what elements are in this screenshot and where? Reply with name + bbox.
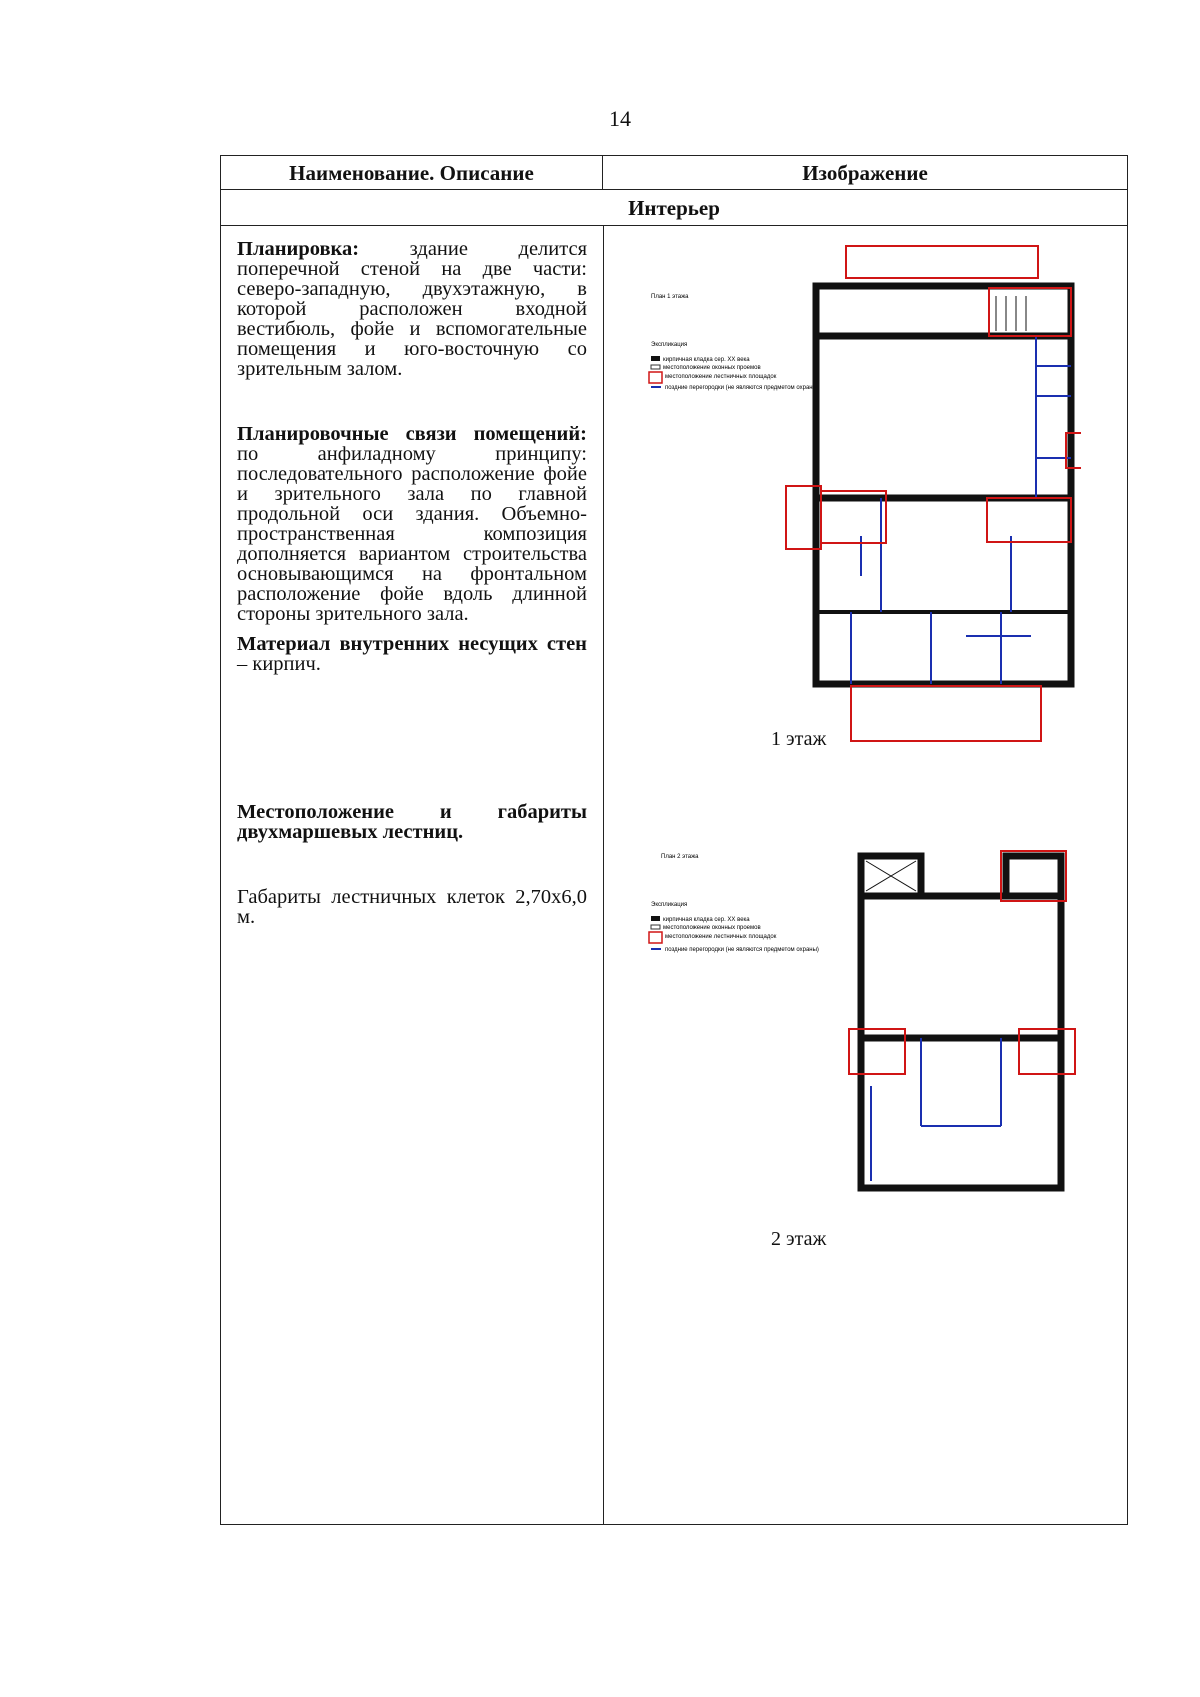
floor1-plan-image [621,236,1081,776]
floor2-plan-image [621,836,1081,1196]
description-column [237,239,587,927]
floor2-caption: 2 этаж [771,1228,827,1250]
floor1-legend-item-2: местоположение оконных проемов [663,365,761,371]
links-text: по анфиладному принципу: последовательного расположение фойе и зрительного зала по главной продольной оси здания. Объемно-пространственная композиция дополняется вариантом строительства основывающимся на фронтальном расположение фойе вдоль длинной стороны зрительного зала. [237,443,587,625]
floor2-partitions [871,1038,1001,1181]
header-image: Изображение [603,156,1127,190]
floor2-legend-item-3: местоположение лестничных площадок [665,934,777,940]
page-number: 14 [609,106,631,131]
links-paragraph [237,424,587,624]
floor1-legend-item-1: кирпичная кладка сер. XX века [663,357,750,363]
floor1-plan-title: План 1 этажа [651,294,689,300]
material-paragraph [237,634,587,674]
stairs-heading [237,802,587,842]
stairs-label: Местоположение и габариты двухмаршевых лестниц. [237,801,587,843]
section-interior: Интерьер [221,190,1127,226]
floor2-legend-item-1: кирпичная кладка сер. XX века [663,917,750,923]
column-divider [603,226,604,1524]
floor2-plan-title: План 2 этажа [661,854,699,860]
floor2-void-cross [866,861,916,891]
header-name-description: Наименование. Описание [221,156,603,190]
links-label: Планировочные связи помещений: [237,423,587,445]
material-text: – кирпич. [237,653,321,675]
floor2-legend-title: Экспликация [651,902,688,908]
planning-text: здание делится поперечной стеной на две части: северо-западную, двухэтажную, в которой расположен входной вестибюль, фойе и вспомогательные помещения и юго-восточную со зрительным залом. [237,238,587,380]
floor1-legend-item-4: поздние перегородки (не являются предметом охраны) [665,385,819,391]
planning-paragraph [237,239,587,379]
floor1-legend-item-3: местоположение лестничных площадок [665,374,777,380]
floor2-outer-walls [861,856,1061,1188]
material-label: Материал внутренних несущих стен [237,633,587,655]
floor1-caption: 1 этаж [771,728,827,750]
stairs-dimensions: Габариты лестничных клеток 2,70х6,0 м. [237,886,587,928]
floor2-legend-item-2: местоположение оконных проемов [663,925,761,931]
floor1-outer-walls [816,286,1071,684]
floor1-stair-flights [996,296,1026,331]
floor2-legend-item-4: поздние перегородки (не являются предметом охраны) [665,947,819,953]
planning-label: Планировка: [237,238,360,260]
description-table [220,155,1128,1525]
floor1-partitions [851,336,1071,684]
floor1-legend-title: Экспликация [651,342,688,348]
